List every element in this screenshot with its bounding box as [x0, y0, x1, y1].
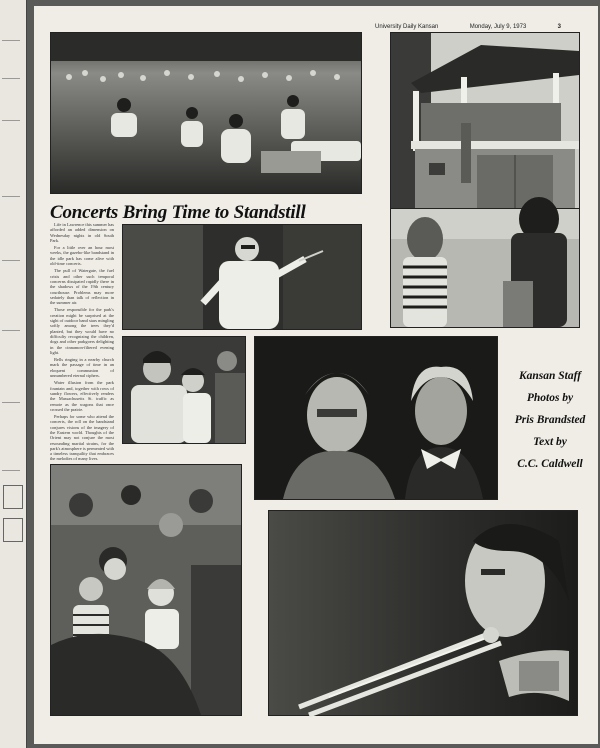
- photo-conductor: [122, 224, 362, 330]
- body-paragraph: Those responsible for the park's creation might be surprised at the sight of outdoor band stars mingling softly among the trees they'd planted, but they would have no difficulty recognizing the children, dogs and other parkgoers delighting in the cinnamon-filtered evening light.: [50, 307, 114, 355]
- headline: Concerts Bring Time to Standstill: [50, 202, 306, 223]
- photo-credits: [502, 365, 598, 475]
- body-paragraph: Water illusion from the park fountain and, together with rows of sundry flowers, effectively renders the Massachusetts St. traffic as remote as the wagons that once crossed the prairie.: [50, 380, 114, 412]
- photo-crowd-on-lawn: [50, 32, 362, 194]
- photo-gazebo-bandstand: [390, 32, 580, 210]
- publication-name: University Daily Kansan: [375, 24, 439, 30]
- body-paragraph: Bells ringing in a nearby church mark the passage of time in an eloquent communion of unnumbered eternal ciphers.: [50, 357, 114, 379]
- issue-date: Monday, July 9, 1973: [469, 24, 527, 30]
- page-header: [375, 24, 561, 30]
- photo-father-and-child: [122, 336, 246, 444]
- credit-staff: Kansan Staff: [518, 370, 582, 382]
- credit-photographer: Pris Brandsted: [514, 414, 586, 426]
- credit-text-label: Text by: [533, 436, 567, 448]
- photo-two-women-listening: [254, 336, 498, 500]
- page-number: 3: [557, 24, 561, 30]
- photo-children-watching: [390, 208, 580, 328]
- photo-children-in-crowd: [50, 464, 242, 716]
- credit-photos-label: Photos by: [526, 392, 574, 404]
- body-paragraph: The pull of Watergate, the fuel crisis and other such temporal concerns dissipated rapidly there in the shadows of the 19th century courthouse. Problems may more sedately than talk of reflection in the summer air.: [50, 268, 114, 306]
- article-body: [50, 222, 114, 460]
- body-paragraph: Perhaps for some who attend the concerts, the roll on the bandstand conjures visions of the imagery of the Eastern world. Thoughts of the Orient may not conjure the most resounding martial strains, for the park's atmosphere is permeated with a timeless tranquility that embraces the melodies of many lives.: [50, 414, 114, 462]
- body-paragraph: Life in Lawrence this summer has afforded an added dimension on Wednesday nights in old South Park.: [50, 222, 114, 243]
- credit-writer: C.C. Caldwell: [517, 458, 583, 470]
- photo-trombone-player: [268, 510, 578, 716]
- adjacent-page-edge: [0, 0, 27, 748]
- body-paragraph: For a little over an hour most weeks, the gazebo-like bandstand in the idle park has come alive with old-time concerts.: [50, 245, 114, 267]
